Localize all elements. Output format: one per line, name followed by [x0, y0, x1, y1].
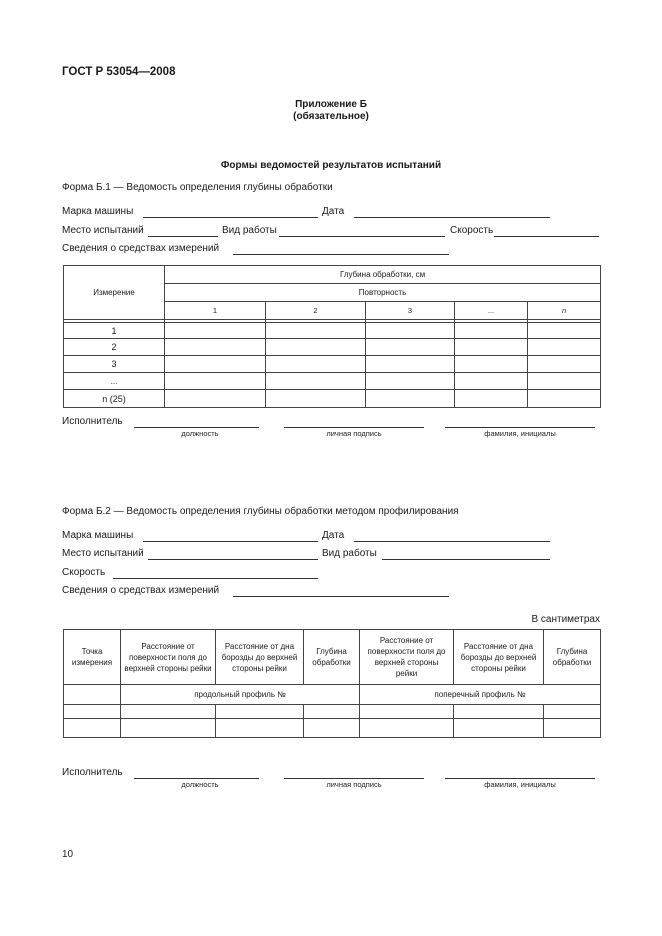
form1-position-line[interactable]: [134, 427, 259, 428]
form1-table: [63, 265, 601, 408]
form2-title: Форма Б.2 — Ведомость определения глубины обработки методом профилирования: [62, 506, 459, 517]
form2-signature-line[interactable]: [284, 778, 424, 779]
table-cell[interactable]: [64, 705, 121, 719]
table-cell[interactable]: [528, 373, 601, 390]
table-row-label: n (25): [64, 390, 165, 408]
table-cell[interactable]: [544, 705, 601, 719]
form2-name-line[interactable]: [445, 778, 595, 779]
table-cell[interactable]: [366, 390, 455, 408]
form2-signature-caption: личная подпись: [326, 780, 382, 789]
section-title: Формы ведомостей результатов испытаний: [220, 160, 442, 171]
col-number: 3: [366, 302, 455, 320]
form1-instruments-label: Сведения о средствах измерений: [62, 243, 220, 254]
table-row-label: 3: [64, 356, 165, 373]
form1-executor-label: Исполнитель: [62, 416, 123, 427]
table-cell[interactable]: [366, 339, 455, 356]
table-cell[interactable]: [528, 390, 601, 408]
table-cell[interactable]: [544, 719, 601, 738]
form2-table: [63, 629, 601, 738]
table-row-label: ...: [64, 373, 165, 390]
table-cell[interactable]: [366, 373, 455, 390]
appendix-note: (обязательное): [293, 111, 369, 122]
table-cell[interactable]: [165, 356, 266, 373]
table-cell[interactable]: [455, 339, 528, 356]
form1-instruments-line[interactable]: [233, 254, 449, 255]
column-header: Расстояние от дна борозды до верхней стороны рейки: [216, 630, 304, 685]
form2-instruments-line[interactable]: [233, 596, 449, 597]
cross-profile-header: поперечный профиль №: [360, 685, 601, 705]
form2-position-line[interactable]: [134, 778, 259, 779]
form1-place-line[interactable]: [148, 236, 218, 237]
form2-work-line[interactable]: [382, 559, 550, 560]
form2-instruments-label: Сведения о средствах измерений: [62, 585, 220, 596]
form2-date-label: Дата: [322, 530, 345, 541]
col-number: ...: [455, 302, 528, 320]
table-cell[interactable]: [528, 339, 601, 356]
form2-date-line[interactable]: [354, 541, 550, 542]
table-cell[interactable]: [455, 373, 528, 390]
point-header: Точка измерения: [64, 630, 121, 685]
form2-machine-label: Марка машины: [62, 530, 134, 541]
form1-name-line[interactable]: [445, 427, 595, 428]
form2-speed-label: Скорость: [62, 567, 106, 578]
form1-title: Форма Б.1 — Ведомость определения глубины обработки: [62, 182, 333, 193]
form1-position-caption: должность: [181, 429, 219, 438]
column-header: Глубина обработки: [304, 630, 360, 685]
measurement-header: Измерение: [64, 266, 165, 320]
form1-date-line[interactable]: [354, 217, 550, 218]
form1-work-label: Вид работы: [222, 225, 277, 236]
form1-date-label: Дата: [322, 206, 345, 217]
table-row-label: 2: [64, 339, 165, 356]
table-cell[interactable]: [216, 705, 304, 719]
table-cell[interactable]: [454, 719, 544, 738]
form1-place-label: Место испытаний: [62, 225, 144, 236]
table-cell[interactable]: [360, 719, 454, 738]
form1-signature-line[interactable]: [284, 427, 424, 428]
table-cell[interactable]: [165, 390, 266, 408]
page-number: 10: [62, 849, 74, 860]
units-note: В сантиметрах: [531, 614, 600, 625]
form1-speed-line[interactable]: [494, 236, 599, 237]
table-cell[interactable]: [528, 323, 601, 339]
table-cell[interactable]: [165, 339, 266, 356]
table-cell[interactable]: [121, 705, 216, 719]
table-row-label: 1: [64, 323, 165, 339]
depth-header: Глубина обработки, см: [165, 266, 601, 284]
form2-executor-label: Исполнитель: [62, 767, 123, 778]
table-cell[interactable]: [360, 705, 454, 719]
table-cell[interactable]: [266, 339, 366, 356]
table-cell[interactable]: [165, 373, 266, 390]
table-cell[interactable]: [304, 719, 360, 738]
table-cell[interactable]: [266, 323, 366, 339]
table-cell[interactable]: [64, 719, 121, 738]
table-cell[interactable]: [366, 356, 455, 373]
form1-signature-caption: личная подпись: [326, 429, 382, 438]
table-cell[interactable]: [121, 719, 216, 738]
table-cell[interactable]: [304, 705, 360, 719]
long-profile-header: продольный профиль №: [121, 685, 360, 705]
table-cell[interactable]: [455, 390, 528, 408]
form2-name-caption: фамилия, инициалы: [484, 780, 556, 789]
appendix-title: Приложение Б: [295, 99, 367, 110]
column-header: Расстояние от дна борозды до верхней стороны рейки: [454, 630, 544, 685]
repeat-header: Повторность: [165, 284, 601, 302]
form2-machine-line[interactable]: [143, 541, 318, 542]
column-header: Глубина обработки: [544, 630, 601, 685]
column-header: Расстояние от поверхности поля до верхней стороны рейки: [121, 630, 216, 685]
table-cell[interactable]: [266, 373, 366, 390]
form2-work-label: Вид работы: [322, 548, 377, 559]
form2-speed-line[interactable]: [113, 578, 318, 579]
form2-position-caption: должность: [181, 780, 219, 789]
form1-work-line[interactable]: [279, 236, 445, 237]
col-number: 2: [266, 302, 366, 320]
document-id: ГОСТ Р 53054—2008: [62, 66, 176, 78]
form1-machine-line[interactable]: [143, 217, 318, 218]
col-number: 1: [165, 302, 266, 320]
form2-place-label: Место испытаний: [62, 548, 144, 559]
column-header: Расстояние от поверхности поля до верхней стороны рейки: [360, 630, 454, 685]
form2-place-line[interactable]: [148, 559, 318, 560]
form1-machine-label: Марка машины: [62, 206, 134, 217]
table-cell[interactable]: [165, 323, 266, 339]
table-cell[interactable]: [266, 390, 366, 408]
table-cell[interactable]: [366, 323, 455, 339]
table-cell[interactable]: [528, 356, 601, 373]
form1-name-caption: фамилия, инициалы: [484, 429, 556, 438]
table-cell[interactable]: [266, 356, 366, 373]
table-cell[interactable]: [455, 323, 528, 339]
table-cell[interactable]: [454, 705, 544, 719]
table-cell: [64, 685, 121, 705]
col-number: n: [528, 302, 601, 320]
form1-speed-label: Скорость: [450, 225, 494, 236]
table-cell[interactable]: [216, 719, 304, 738]
table-cell[interactable]: [455, 356, 528, 373]
